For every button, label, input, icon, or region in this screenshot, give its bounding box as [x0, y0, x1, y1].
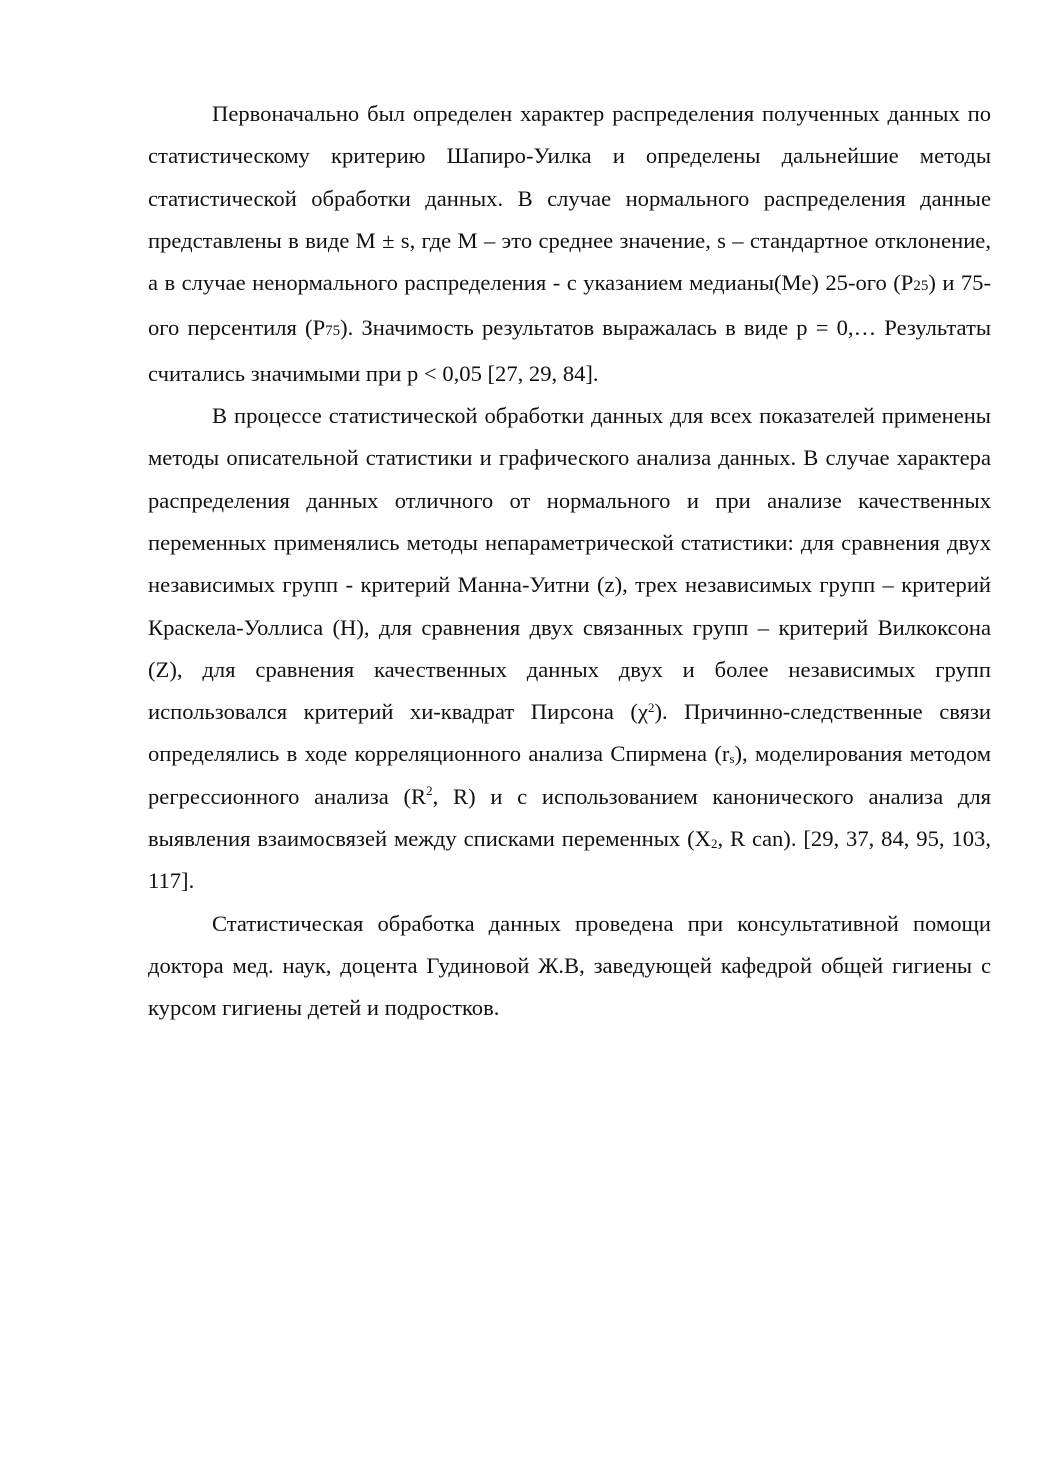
paragraph-statistical-processing	[148, 395, 991, 903]
text-segment: Статистическая обработка данных проведена при консультативной помощи доктора мед. наук, доцента Гудиновой Ж.В, заведующей кафедрой общей гигиены с курсом гигиены детей и подростков.	[148, 910, 991, 1021]
text-segment: Первоначально был определен характер распределения полученных данных по статистическому критерию Шапиро-Уилка и определены дальнейшие методы статистической обработки данных. В случае нормального распределения данные представлены в виде М ± s, где М – это среднее значение, s – стандартное отклонение, а в случае ненормального распределения - с указанием медианы(Ме) 25-ого (Р	[148, 101, 991, 296]
r-squared-superscript: 2	[426, 782, 433, 798]
paragraph-distribution-methods	[148, 93, 991, 395]
text-segment: ), моделирования методом регрессионного анализа (R	[148, 741, 992, 809]
text-segment: ). Значимость результатов выражалась в виде p = 0,… Результаты считались значимыми при p < 0,05 [27, 29, 84].	[148, 315, 991, 386]
document-page	[148, 93, 991, 1030]
chi-square-superscript: 2	[647, 700, 655, 716]
text-segment: , R can). [29, 37, 84, 95, 103, 117].	[148, 826, 991, 894]
text-segment: ) и 75-ого персентиля (Р	[148, 270, 991, 341]
percentile-25-subscript: 25	[913, 278, 929, 295]
percentile-75-subscript: 75	[325, 323, 341, 340]
chi-subscript: 2	[710, 836, 718, 852]
paragraph-consultation	[148, 903, 991, 1030]
spearman-subscript: s	[729, 751, 735, 767]
text-segment: , R) и с использованием канонического анализа для выявления взаимосвязей между списками переменных (Χ	[148, 783, 992, 852]
text-segment: ). Причинно-следственные связи определялись в ходе корреляционного анализа Спирмена (r	[148, 699, 991, 767]
text-segment: В процессе статистической обработки данных для всех показателей применены методы описательной статистики и графического анализа данных. В случае характера распределения данных отличного от нормального и при анализе качественных переменных применялись методы непараметрической статистики: для сравнения двух независимых групп - критерий Манна-Уитни (z), трех независимых групп – критерий Краскела-Уоллиса (H), для сравнения двух связанных групп – критерий Вилкоксона (Z), для сравнения качественных данных двух и более независимых групп использовался критерий хи-квадрат Пирсона (χ	[148, 403, 991, 725]
